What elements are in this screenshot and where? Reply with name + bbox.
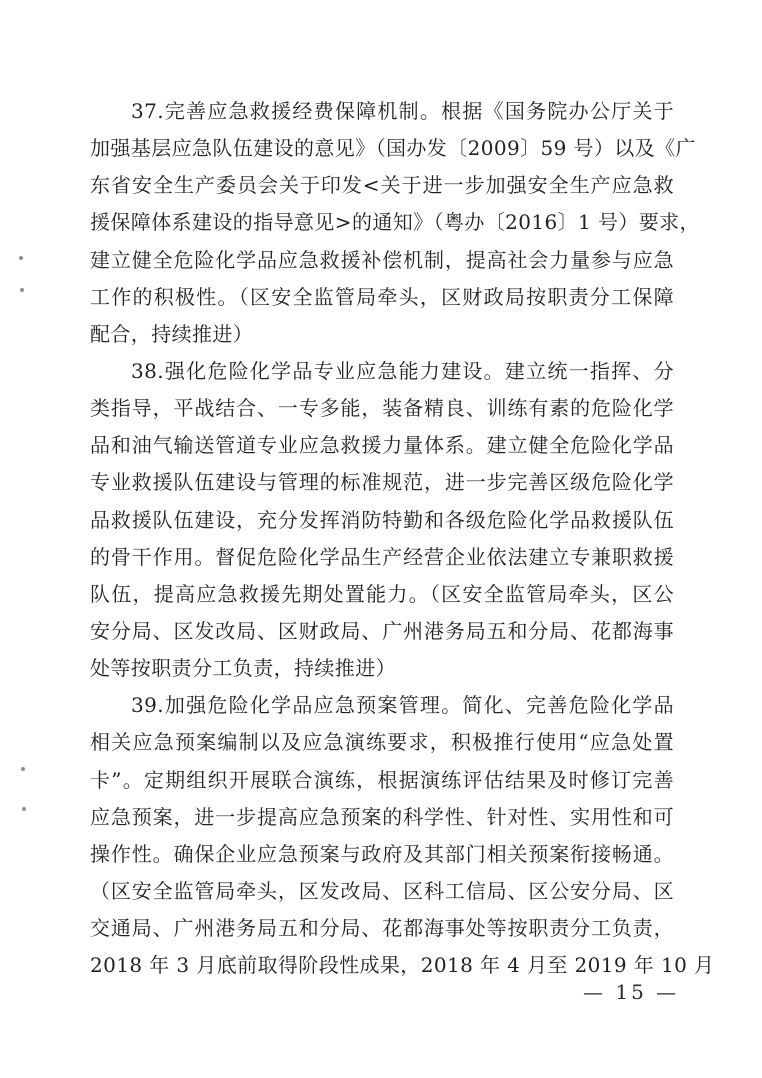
text-line: 队伍，提高应急救援先期处置能力。（区安全监管局牵头，区公 — [90, 581, 674, 606]
text-line: 39.加强危险化学品应急预案管理。简化、完善危险化学品 — [131, 693, 674, 718]
paragraph-item-38 — [90, 353, 674, 687]
text-line: 加强基层应急队伍建设的意见》（国办发〔2009〕59 号）以及《广 — [90, 136, 696, 161]
text-line: 38.强化危险化学品专业应急能力建设。建立统一指挥、分 — [131, 358, 674, 383]
text-line: 专业救援队伍建设与管理的标准规范，进一步完善区级危险化学 — [90, 470, 674, 495]
scan-artifact-dot — [22, 807, 26, 811]
text-line: 配合，持续推进） — [90, 321, 254, 346]
text-line: 品救援队伍建设，充分发挥消防特勤和各级危险化学品救援队伍 — [90, 507, 674, 532]
paragraph-item-39 — [90, 687, 715, 984]
text-line: 工作的积极性。（区安全监管局牵头，区财政局按职责分工保障 — [90, 284, 674, 309]
text-line: 援保障体系建设的指导意见>的通知》（粤办〔2016〕1 号）要求， — [90, 210, 700, 235]
text-line: 37.完善应急救援经费保障机制。根据《国务院办公厅关于 — [131, 99, 674, 123]
document-body — [90, 93, 715, 984]
text-line: 应急预案，进一步提高应急预案的科学性、针对性、实用性和可 — [90, 804, 674, 829]
scan-artifact-dot — [20, 288, 24, 292]
text-line: 的骨干作用。督促危险化学品生产经营企业依法建立专兼职救援 — [90, 544, 674, 569]
text-line: 卡”。定期组织开展联合演练，根据演练评估结果及时修订完善 — [90, 767, 674, 792]
text-line: 安分局、区发改局、区财政局、广州港务局五和分局、花都海事 — [90, 618, 674, 643]
paragraph-item-37 — [90, 93, 700, 353]
text-line: 交通局、广州港务局五和分局、花都海事处等按职责分工负责， — [90, 916, 674, 941]
text-line: 2018 年 3 月底前取得阶段性成果，2018 年 4 月至 2019 年 10 月 — [90, 953, 715, 978]
page-number: — 15 — — [583, 980, 680, 1004]
text-line: 建立健全危险化学品应急救援补偿机制，提高社会力量参与应急 — [90, 247, 674, 272]
text-line: 相关应急预案编制以及应急演练要求，积极推行使用“应急处置 — [90, 730, 674, 755]
scan-artifact-dot — [21, 767, 25, 771]
text-line: 品和油气输送管道专业应急救援力量体系。建立健全危险化学品 — [90, 433, 674, 458]
scan-artifact-dot — [19, 256, 23, 260]
text-line: （区安全监管局牵头，区发改局、区科工信局、区公安分局、区 — [90, 878, 674, 903]
text-line: 类指导，平战结合、一专多能，装备精良、训练有素的危险化学 — [90, 396, 674, 421]
text-line: 操作性。确保企业应急预案与政府及其部门相关预案衔接畅通。 — [90, 841, 674, 866]
text-line: 处等按职责分工负责，持续推进） — [90, 656, 396, 681]
text-line: 东省安全生产委员会关于印发<关于进一步加强安全生产应急救 — [90, 173, 674, 198]
